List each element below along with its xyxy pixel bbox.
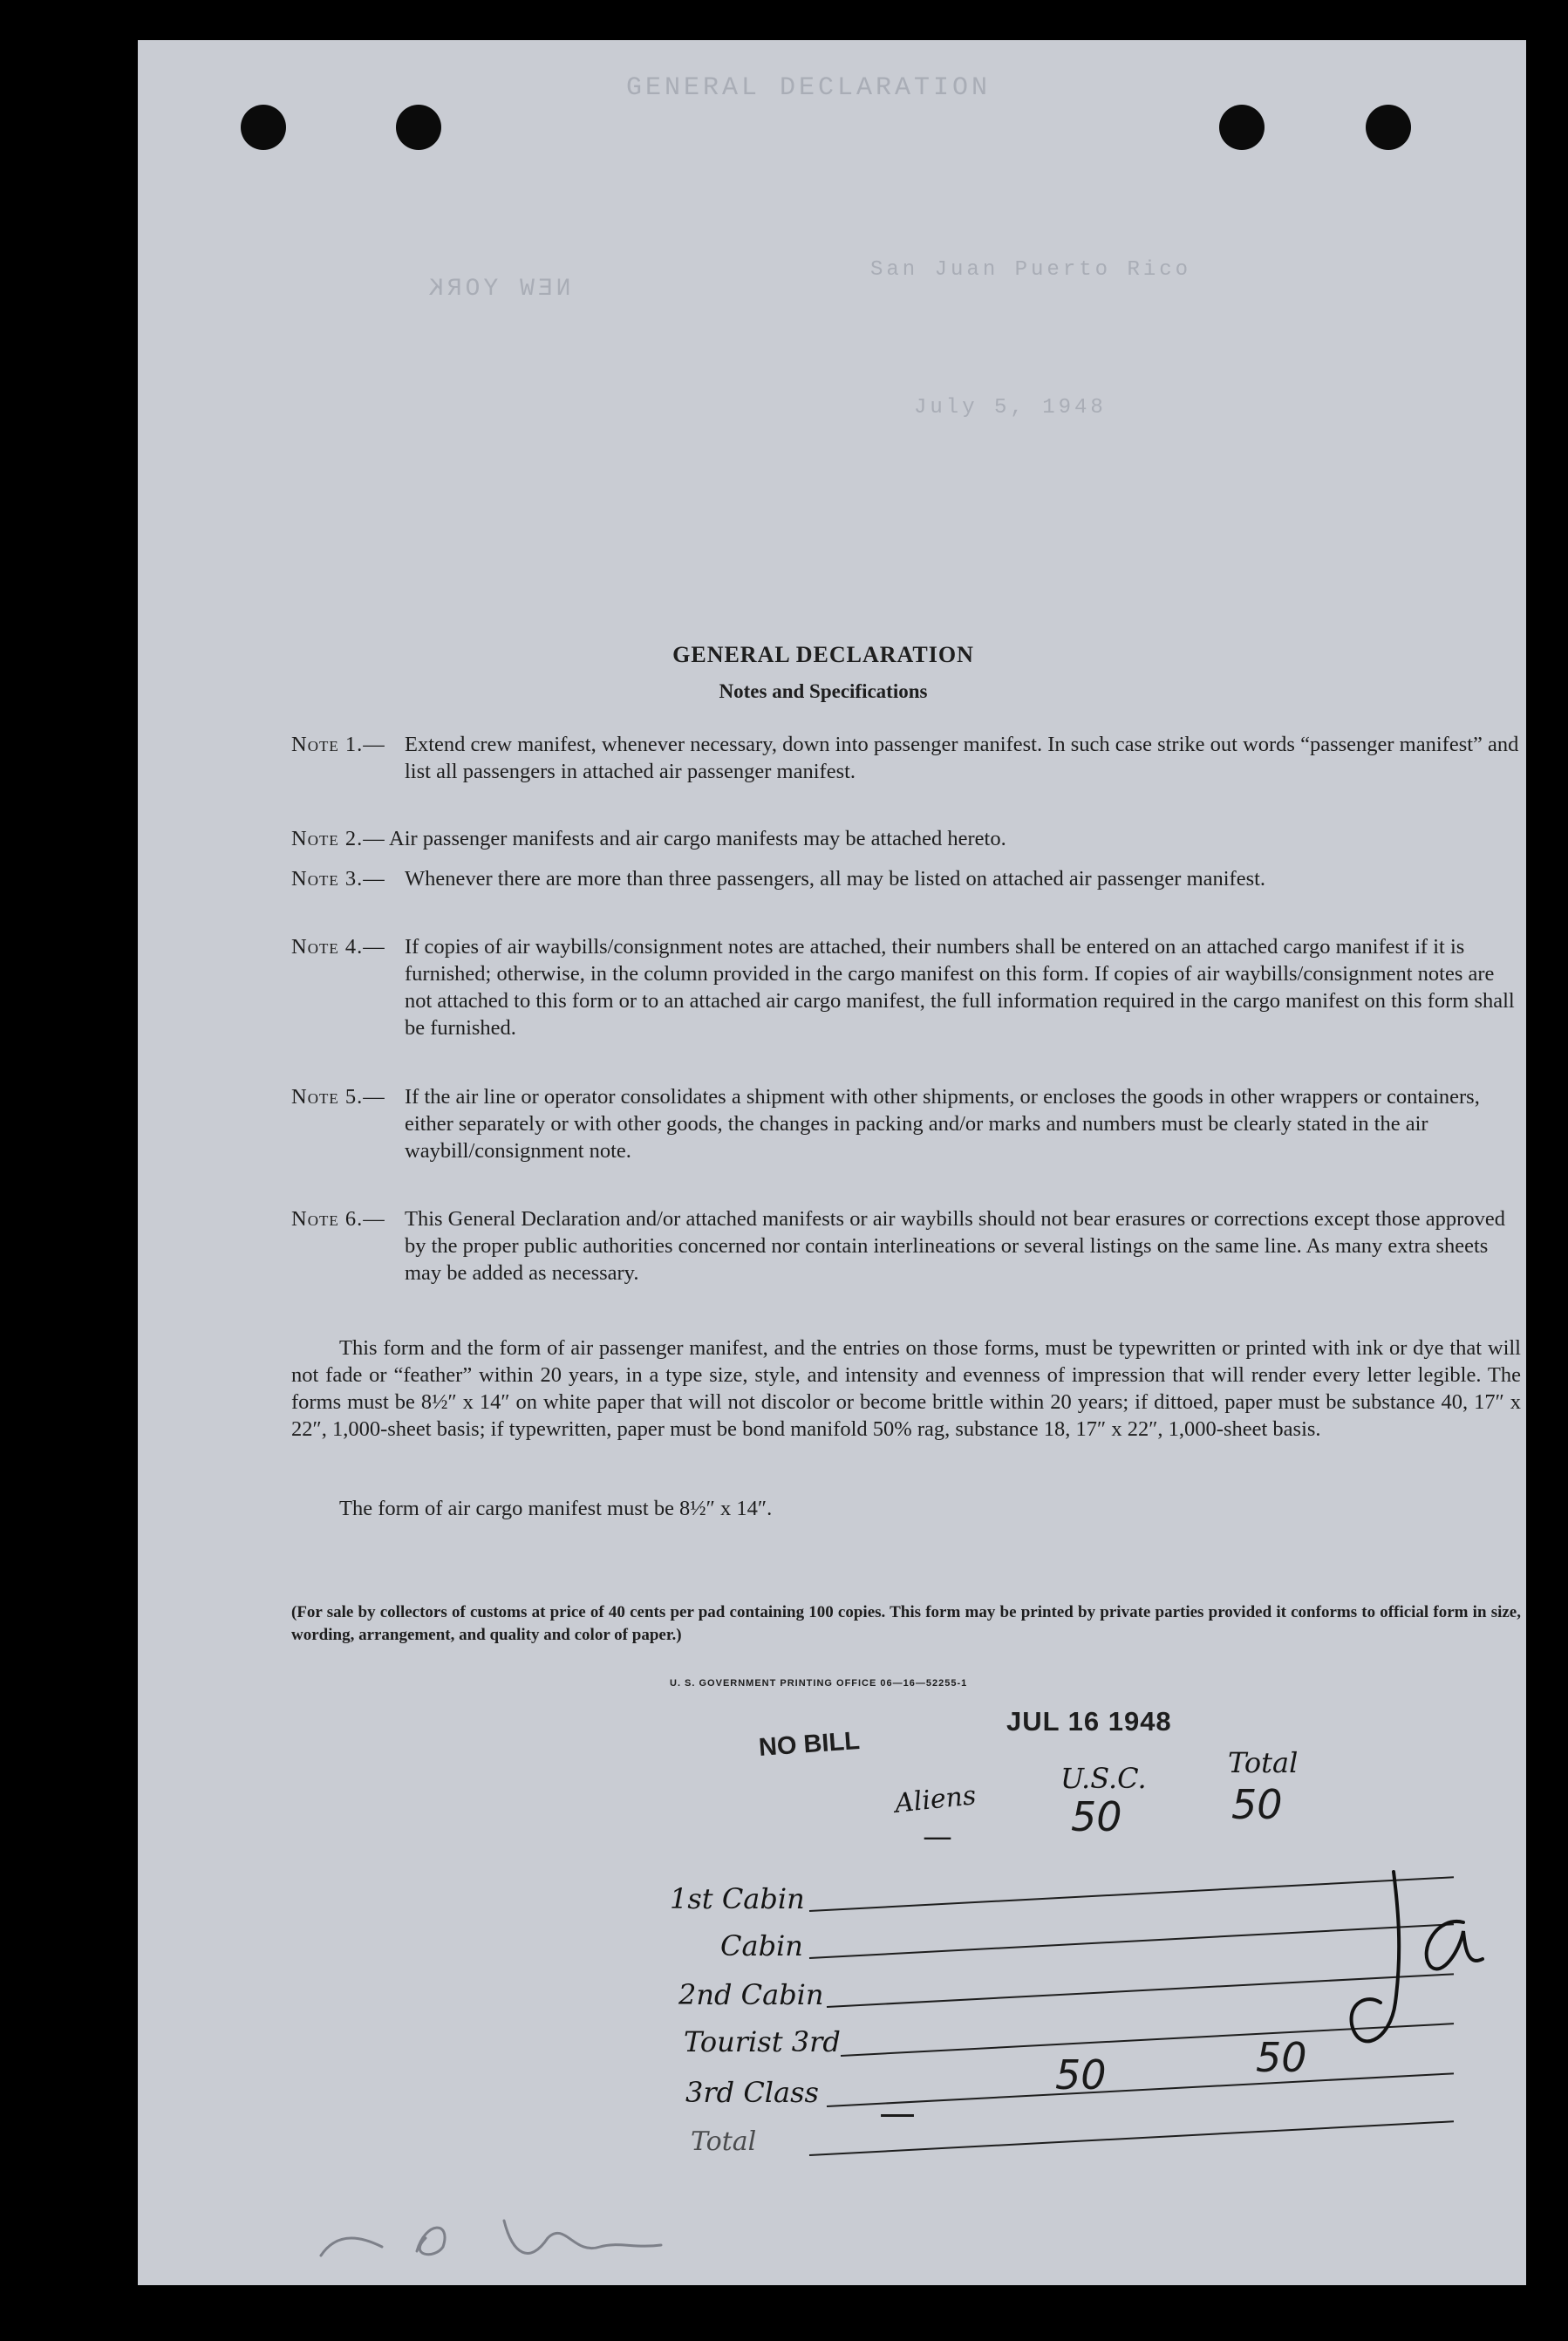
sale-note: (For sale by collectors of customs at price of 40 cents per pad containing 100 copies. This form may be printed by private parties provided it conforms to official form in size, wording, arrangement, and quality and color of paper.): [291, 1603, 1521, 1644]
note-4: [291, 933, 1521, 1041]
note-label: Note 2.—: [291, 827, 385, 850]
date-stamp: JUL 16 1948: [1006, 1706, 1172, 1737]
note-text: If copies of air waybills/consignment notes are attached, their numbers shall be entered on an attached cargo manifest if it is furnished; otherwise, in the column provided in the cargo manifest on this form. If copies of air waybills/consignment notes are not attached to this form or to an attached air cargo manifest, the full information required in the cargo manifest on this form shall be furnished.: [405, 935, 1515, 1040]
bleed-through-city: NEW YORK: [426, 276, 571, 303]
note-label: Note 4.—: [291, 935, 385, 959]
bleed-through-route: San Juan Puerto Rico: [870, 258, 1192, 282]
value-3rd-class-total: 50: [1256, 2034, 1307, 2081]
value-3rd-class-aliens: —: [879, 2092, 916, 2134]
row-label-2nd-cabin: 2nd Cabin: [678, 1978, 824, 2011]
punch-hole: [1219, 105, 1265, 150]
note-label: Note 3.—: [291, 867, 385, 891]
note-text: Whenever there are more than three passengers, all may be listed on attached air passenger manifest.: [405, 867, 1266, 891]
bleed-through-date: July 5, 1948: [914, 396, 1107, 420]
value-3rd-class-usc: 50: [1055, 2051, 1107, 2099]
handwritten-initials: [1333, 1854, 1490, 2064]
note-6: [291, 1205, 1521, 1287]
note-text: Air passenger manifests and air cargo manifests may be attached hereto.: [389, 827, 1006, 850]
column-header-usc: U.S.C.: [1060, 1762, 1147, 1795]
form-specification-text: This form and the form of air passenger manifest, and the entries on those forms, must be typewritten or printed with ink or dye that will not fade or “feather” within 20 years, in a type size, style, and intensity and evenness of impression that will render every letter legible. The forms must be 8½″ x 14″ on white paper that will not discolor or become brittle within 20 years; if dittoed, paper must be substance 40, 17″ x 22″, 1,000-sheet basis; if typewritten, paper must be bond manifold 50% rag, substance 18, 17″ x 22″, 1,000-sheet basis.: [291, 1336, 1521, 1441]
row-label-tourist-3rd: Tourist 3rd: [684, 2025, 841, 2058]
faint-signature: [312, 2203, 696, 2273]
value-1st-cabin-usc: 50: [1071, 1793, 1122, 1840]
punch-hole: [396, 105, 441, 150]
dash-mark: —: [923, 1819, 952, 1854]
note-label: Note 1.—: [291, 733, 385, 756]
document-page: [138, 40, 1526, 2285]
note-5: [291, 1083, 1521, 1164]
row-label-total: Total: [691, 2126, 757, 2157]
cargo-manifest-line: The form of air cargo manifest must be 8½″ x 14″.: [339, 1497, 773, 1520]
column-header-total: Total: [1228, 1746, 1299, 1779]
note-2: [291, 825, 1521, 852]
note-1: [291, 731, 1521, 785]
row-label-cabin: Cabin: [720, 1929, 803, 1962]
fill-line-3rd-class: [827, 2072, 1454, 2107]
punch-hole: [1366, 105, 1411, 150]
note-text: If the air line or operator consolidates a shipment with other shipments, or encloses the goods in other wrappers or containers, either separately or with other goods, the changes in packing and/or marks and numbers must be clearly stated in the air waybill/consignment note.: [405, 1085, 1480, 1163]
bleed-through-title: GENERAL DECLARATION: [626, 73, 992, 103]
value-1st-cabin-total: 50: [1231, 1781, 1283, 1828]
form-specification-paragraph: [291, 1334, 1521, 1443]
punch-hole: [241, 105, 286, 150]
note-3: [291, 865, 1521, 892]
note-label: Note 5.—: [291, 1085, 385, 1109]
document-title: GENERAL DECLARATION: [672, 642, 974, 667]
printing-office-line: U. S. GOVERNMENT PRINTING OFFICE 06—16—52255-1: [670, 1678, 968, 1689]
row-label-1st-cabin: 1st Cabin: [670, 1882, 805, 1915]
note-text: This General Declaration and/or attached manifests or air waybills should not bear erasures or corrections except those approved by the proper public authorities concerned nor contain interlineations or several listings on the same line. As many extra sheets may be added as necessary.: [405, 1207, 1505, 1285]
row-label-3rd-class: 3rd Class: [685, 2076, 819, 2109]
column-header-aliens: Aliens: [893, 1780, 978, 1819]
note-label: Note 6.—: [291, 1207, 385, 1231]
note-text: Extend crew manifest, whenever necessary, down into passenger manifest. In such case strike out words “passenger manifest” and list all passengers in attached air passenger manifest.: [405, 733, 1519, 783]
no-bill-stamp: NO BILL: [757, 1726, 861, 1763]
document-subtitle: Notes and Specifications: [719, 680, 928, 702]
